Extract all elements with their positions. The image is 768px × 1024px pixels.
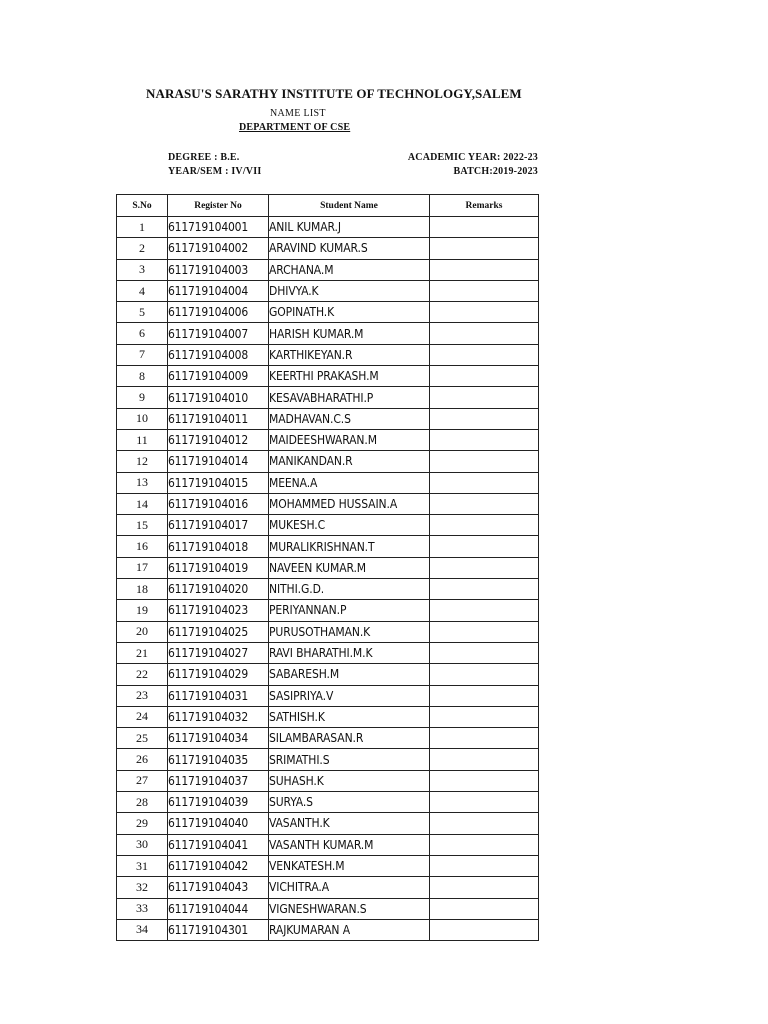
row-sno-cell: 22: [117, 664, 168, 685]
register-no-cell: 611719104027: [168, 642, 269, 663]
table-row: [117, 834, 539, 855]
remarks-cell: [430, 429, 539, 450]
remarks-cell: [430, 685, 539, 706]
table-row: [117, 451, 539, 472]
student-name-cell: VIGNESHWARAN.S: [269, 898, 430, 919]
student-name-cell: KARTHIKEYAN.R: [269, 344, 430, 365]
institute-title: NARASU'S SARATHY INSTITUTE OF TECHNOLOGY,SALEM: [146, 86, 522, 101]
student-name-cell: NITHI.G.D.: [269, 579, 430, 600]
student-name-cell: PERIYANNAN.P: [269, 600, 430, 621]
student-name-cell: SILAMBARASAN.R: [269, 728, 430, 749]
table-row: [117, 515, 539, 536]
register-no-cell: 611719104008: [168, 344, 269, 365]
register-no-cell: 611719104010: [168, 387, 269, 408]
register-no-cell: 611719104002: [168, 238, 269, 259]
table-row: [117, 323, 539, 344]
table-row: [117, 579, 539, 600]
student-name-cell: HARISH KUMAR.M: [269, 323, 430, 344]
remarks-cell: [430, 238, 539, 259]
table-row: [117, 919, 539, 940]
remarks-cell: [430, 834, 539, 855]
student-name-cell: ARAVIND KUMAR.S: [269, 238, 430, 259]
column-header-student-name: Student Name: [269, 195, 430, 217]
register-no-cell: 611719104015: [168, 472, 269, 493]
remarks-cell: [430, 387, 539, 408]
table-row: [117, 621, 539, 642]
row-sno-cell: 15: [117, 515, 168, 536]
row-sno-cell: 30: [117, 834, 168, 855]
row-sno-cell: 18: [117, 579, 168, 600]
table-row: [117, 792, 539, 813]
row-sno-cell: 9: [117, 387, 168, 408]
register-no-cell: 611719104034: [168, 728, 269, 749]
remarks-cell: [430, 877, 539, 898]
remarks-cell: [430, 515, 539, 536]
remarks-cell: [430, 344, 539, 365]
table-row: [117, 259, 539, 280]
remarks-cell: [430, 855, 539, 876]
table-row: [117, 536, 539, 557]
row-sno-cell: 10: [117, 408, 168, 429]
student-name-cell: NAVEEN KUMAR.M: [269, 557, 430, 578]
column-header-sno: S.No: [117, 195, 168, 217]
row-sno-cell: 11: [117, 429, 168, 450]
register-no-cell: 611719104035: [168, 749, 269, 770]
student-name-cell: VASANTH KUMAR.M: [269, 834, 430, 855]
student-name-cell: PURUSOTHAMAN.K: [269, 621, 430, 642]
remarks-cell: [430, 408, 539, 429]
student-name-cell: MURALIKRISHNAN.T: [269, 536, 430, 557]
row-sno-cell: 21: [117, 642, 168, 663]
table-row: [117, 600, 539, 621]
batch-label: BATCH:2019-2023: [453, 166, 538, 177]
table-row: [117, 429, 539, 450]
row-sno-cell: 6: [117, 323, 168, 344]
remarks-cell: [430, 451, 539, 472]
row-sno-cell: 34: [117, 919, 168, 940]
row-sno-cell: 4: [117, 280, 168, 301]
row-sno-cell: 23: [117, 685, 168, 706]
remarks-cell: [430, 642, 539, 663]
academic-year-label: ACADEMIC YEAR: 2022-23: [407, 152, 538, 163]
table-row: [117, 877, 539, 898]
table-row: [117, 770, 539, 791]
student-name-cell: MUKESH.C: [269, 515, 430, 536]
register-no-cell: 611719104037: [168, 770, 269, 791]
row-sno-cell: 20: [117, 621, 168, 642]
register-no-cell: 611719104029: [168, 664, 269, 685]
student-name-cell: MAIDEESHWARAN.M: [269, 429, 430, 450]
register-no-cell: 611719104041: [168, 834, 269, 855]
remarks-cell: [430, 536, 539, 557]
row-sno-cell: 33: [117, 898, 168, 919]
student-name-cell: DHIVYA.K: [269, 280, 430, 301]
register-no-cell: 611719104043: [168, 877, 269, 898]
row-sno-cell: 12: [117, 451, 168, 472]
table-row: [117, 706, 539, 727]
student-name-cell: VENKATESH.M: [269, 855, 430, 876]
name-list-table: [116, 194, 539, 941]
remarks-cell: [430, 472, 539, 493]
remarks-cell: [430, 217, 539, 238]
register-no-cell: 611719104032: [168, 706, 269, 727]
register-no-cell: 611719104016: [168, 493, 269, 514]
student-name-cell: SUHASH.K: [269, 770, 430, 791]
table-row: [117, 387, 539, 408]
register-no-cell: 611719104025: [168, 621, 269, 642]
row-sno-cell: 31: [117, 855, 168, 876]
student-name-cell: KEERTHI PRAKASH.M: [269, 366, 430, 387]
row-sno-cell: 28: [117, 792, 168, 813]
table-row: [117, 557, 539, 578]
register-no-cell: 611719104003: [168, 259, 269, 280]
register-no-cell: 611719104042: [168, 855, 269, 876]
table-row: [117, 238, 539, 259]
remarks-cell: [430, 323, 539, 344]
year-sem-label: YEAR/SEM : IV/VII: [168, 166, 262, 177]
table-row: [117, 366, 539, 387]
row-sno-cell: 17: [117, 557, 168, 578]
remarks-cell: [430, 600, 539, 621]
department-heading: DEPARTMENT OF CSE: [239, 122, 351, 133]
student-name-cell: SABARESH.M: [269, 664, 430, 685]
student-name-cell: SURYA.S: [269, 792, 430, 813]
remarks-cell: [430, 706, 539, 727]
student-name-cell: RAJKUMARAN A: [269, 919, 430, 940]
table-row: [117, 898, 539, 919]
student-name-cell: ANIL KUMAR.J: [269, 217, 430, 238]
row-sno-cell: 7: [117, 344, 168, 365]
row-sno-cell: 27: [117, 770, 168, 791]
register-no-cell: 611719104001: [168, 217, 269, 238]
table-row: [117, 217, 539, 238]
table-row: [117, 855, 539, 876]
row-sno-cell: 1: [117, 217, 168, 238]
remarks-cell: [430, 493, 539, 514]
student-name-cell: MOHAMMED HUSSAIN.A: [269, 493, 430, 514]
row-sno-cell: 19: [117, 600, 168, 621]
remarks-cell: [430, 919, 539, 940]
register-no-cell: 611719104007: [168, 323, 269, 344]
remarks-cell: [430, 557, 539, 578]
student-name-cell: MADHAVAN.C.S: [269, 408, 430, 429]
row-sno-cell: 3: [117, 259, 168, 280]
register-no-cell: 611719104011: [168, 408, 269, 429]
register-no-cell: 611719104301: [168, 919, 269, 940]
row-sno-cell: 13: [117, 472, 168, 493]
remarks-cell: [430, 664, 539, 685]
table-row: [117, 685, 539, 706]
register-no-cell: 611719104019: [168, 557, 269, 578]
row-sno-cell: 32: [117, 877, 168, 898]
remarks-cell: [430, 366, 539, 387]
table-row: [117, 642, 539, 663]
student-name-cell: RAVI BHARATHI.M.K: [269, 642, 430, 663]
remarks-cell: [430, 579, 539, 600]
column-header-remarks: Remarks: [430, 195, 539, 217]
remarks-cell: [430, 728, 539, 749]
student-name-cell: VICHITRA.A: [269, 877, 430, 898]
student-name-cell: SRIMATHI.S: [269, 749, 430, 770]
student-name-cell: SATHISH.K: [269, 706, 430, 727]
table-row: [117, 280, 539, 301]
column-header-register-no: Register No: [168, 195, 269, 217]
row-sno-cell: 14: [117, 493, 168, 514]
student-name-cell: GOPINATH.K: [269, 302, 430, 323]
register-no-cell: 611719104040: [168, 813, 269, 834]
document-title: NAME LIST: [270, 108, 326, 119]
register-no-cell: 611719104020: [168, 579, 269, 600]
register-no-cell: 611719104044: [168, 898, 269, 919]
student-name-cell: KESAVABHARATHI.P: [269, 387, 430, 408]
remarks-cell: [430, 280, 539, 301]
row-sno-cell: 5: [117, 302, 168, 323]
table-row: [117, 493, 539, 514]
degree-label: DEGREE : B.E.: [168, 152, 240, 163]
register-no-cell: 611719104009: [168, 366, 269, 387]
remarks-cell: [430, 898, 539, 919]
table-row: [117, 472, 539, 493]
table-row: [117, 408, 539, 429]
student-name-cell: VASANTH.K: [269, 813, 430, 834]
row-sno-cell: 2: [117, 238, 168, 259]
register-no-cell: 611719104017: [168, 515, 269, 536]
remarks-cell: [430, 792, 539, 813]
table-header-row: [117, 195, 539, 217]
table-row: [117, 749, 539, 770]
remarks-cell: [430, 621, 539, 642]
remarks-cell: [430, 770, 539, 791]
row-sno-cell: 24: [117, 706, 168, 727]
register-no-cell: 611719104014: [168, 451, 269, 472]
remarks-cell: [430, 302, 539, 323]
remarks-cell: [430, 813, 539, 834]
register-no-cell: 611719104004: [168, 280, 269, 301]
student-name-cell: MANIKANDAN.R: [269, 451, 430, 472]
row-sno-cell: 26: [117, 749, 168, 770]
row-sno-cell: 25: [117, 728, 168, 749]
table-row: [117, 664, 539, 685]
row-sno-cell: 29: [117, 813, 168, 834]
register-no-cell: 611719104018: [168, 536, 269, 557]
table-row: [117, 728, 539, 749]
row-sno-cell: 16: [117, 536, 168, 557]
table-row: [117, 344, 539, 365]
table-row: [117, 813, 539, 834]
remarks-cell: [430, 259, 539, 280]
table-row: [117, 302, 539, 323]
register-no-cell: 611719104023: [168, 600, 269, 621]
remarks-cell: [430, 749, 539, 770]
register-no-cell: 611719104039: [168, 792, 269, 813]
row-sno-cell: 8: [117, 366, 168, 387]
register-no-cell: 611719104012: [168, 429, 269, 450]
register-no-cell: 611719104031: [168, 685, 269, 706]
register-no-cell: 611719104006: [168, 302, 269, 323]
student-name-cell: ARCHANA.M: [269, 259, 430, 280]
student-name-cell: MEENA.A: [269, 472, 430, 493]
student-name-cell: SASIPRIYA.V: [269, 685, 430, 706]
